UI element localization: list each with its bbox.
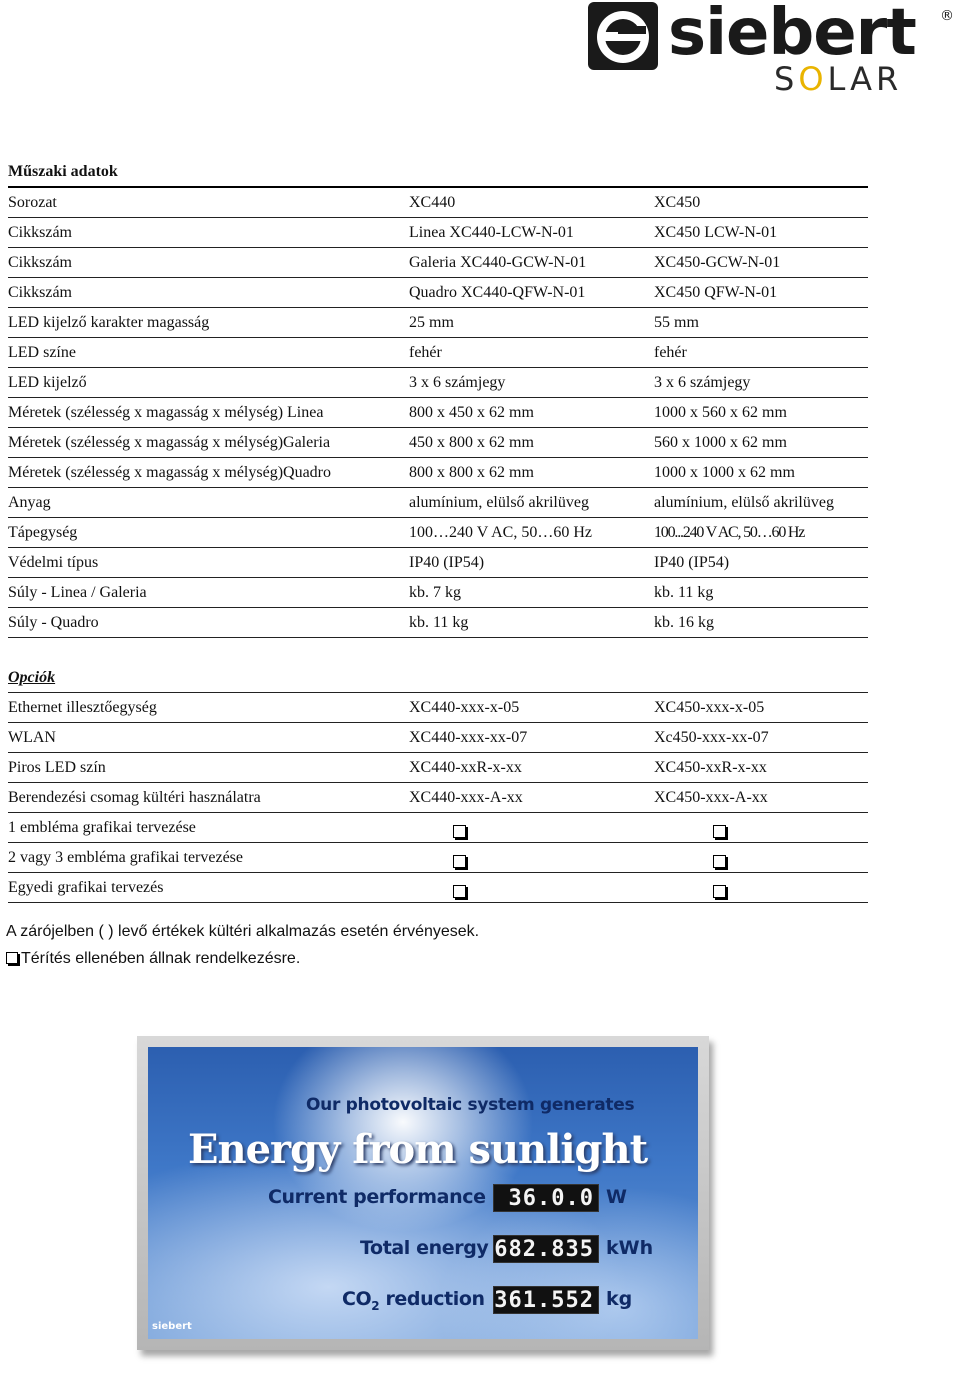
spec-value-xc440: kb. 11 kg: [409, 614, 469, 631]
registered-mark: ®: [940, 8, 954, 24]
option-label: 1 embléma grafikai tervezése: [8, 819, 196, 836]
option-label: Piros LED szín: [8, 759, 106, 776]
spec-value-xc450: kb. 16 kg: [654, 614, 714, 631]
checkbox-icon: [453, 885, 466, 898]
spec-row: [8, 368, 868, 398]
logo-solar-text: SOLAR: [774, 60, 903, 98]
spec-value-xc440: alumínium, elülső akrilüveg: [409, 494, 589, 511]
display-title: Energy from sunlight: [188, 1126, 648, 1173]
spec-value-xc450: 1000 x 560 x 62 mm: [654, 404, 787, 421]
option-code-xc450: Xc450-xxx-xx-07: [654, 729, 769, 746]
checkbox-icon: [453, 825, 466, 838]
led-readout-current: 36.0.0: [493, 1184, 599, 1212]
spec-value-xc440: IP40 (IP54): [409, 554, 485, 571]
spec-value-xc450: XC450: [654, 194, 701, 211]
led-display-photo: [137, 1036, 709, 1350]
spec-value-xc440: Galeria XC440-GCW-N-01: [409, 254, 587, 271]
spec-value-xc450: fehér: [654, 344, 687, 361]
spec-label: Védelmi típus: [8, 554, 99, 571]
spec-label: LED kijelző: [8, 374, 87, 391]
option-row: [8, 783, 868, 813]
option-code-xc440: XC440-xxx-xx-07: [409, 729, 528, 746]
options-heading: Opciók: [8, 669, 56, 686]
option-code-xc440: XC440-xxR-x-xx: [409, 759, 522, 776]
spec-value-xc440: 25 mm: [409, 314, 454, 331]
spec-value-xc450: XC450 LCW-N-01: [654, 224, 778, 241]
option-row: [8, 693, 868, 723]
display-label-total: Total energy: [360, 1237, 489, 1259]
spec-value-xc440: 100…240 V AC, 50…60 Hz: [409, 524, 592, 541]
option-label: Egyedi grafikai tervezés: [8, 879, 164, 896]
checkbox-icon: [453, 855, 466, 868]
led-readout-total: 682.835: [493, 1235, 599, 1263]
spec-row: [8, 608, 868, 638]
spec-row: [8, 518, 868, 548]
spec-label: Súly - Linea / Galeria: [8, 584, 147, 601]
option-checkbox-row: [8, 873, 868, 903]
spec-value-xc440: 800 x 450 x 62 mm: [409, 404, 534, 421]
option-code-xc450: XC450-xxx-A-xx: [654, 789, 768, 806]
spec-value-xc450: kb. 11 kg: [654, 584, 714, 601]
spec-label: Cikkszám: [8, 224, 72, 241]
display-screen: [148, 1047, 698, 1339]
option-row: [8, 753, 868, 783]
led-readout-co2: 361.552: [493, 1286, 599, 1314]
spec-value-xc450: 560 x 1000 x 62 mm: [654, 434, 787, 451]
option-row: [8, 723, 868, 753]
spec-label: LED színe: [8, 344, 76, 361]
footnote-paid: [6, 945, 479, 972]
option-label: Ethernet illesztőegység: [8, 699, 157, 716]
spec-value-xc450: XC450-GCW-N-01: [654, 254, 781, 271]
spec-value-xc450: IP40 (IP54): [654, 554, 730, 571]
specs-heading-row: [8, 157, 868, 188]
spec-label: LED kijelző karakter magasság: [8, 314, 210, 331]
footnotes: [6, 918, 479, 972]
spec-row: [8, 458, 868, 488]
spec-row: [8, 428, 868, 458]
siebert-logo-mark-icon: [588, 2, 658, 70]
siebert-solar-logo: [588, 2, 960, 97]
checkbox-icon: [713, 885, 726, 898]
display-brand: siebert: [152, 1321, 192, 1332]
spec-label: Anyag: [8, 494, 51, 511]
spec-value-xc440: 3 x 6 számjegy: [409, 374, 506, 391]
spec-row: [8, 578, 868, 608]
spec-value-xc450: XC450 QFW-N-01: [654, 284, 778, 301]
option-code-xc440: XC440-xxx-A-xx: [409, 789, 523, 806]
option-code-xc440: XC440-xxx-x-05: [409, 699, 520, 716]
spec-value-xc440: 450 x 800 x 62 mm: [409, 434, 534, 451]
spec-row: [8, 248, 868, 278]
display-subtitle: Our photovoltaic system generates: [306, 1095, 635, 1115]
option-checkbox-row: [8, 813, 868, 843]
unit-co2: kg: [606, 1288, 633, 1310]
footnote-paid-text: Térítés ellenében állnak rendelkezésre.: [21, 950, 301, 967]
spec-value-xc440: kb. 7 kg: [409, 584, 461, 601]
spec-label: Tápegység: [8, 524, 78, 541]
spec-value-xc450: 100...240 V AC, 50…60 Hz: [654, 524, 805, 541]
spec-value-xc450: alumínium, elülső akrilüveg: [654, 494, 834, 511]
options-table: [8, 663, 868, 903]
option-label: 2 vagy 3 embléma grafikai tervezése: [8, 849, 243, 866]
spec-value-xc450: 1000 x 1000 x 62 mm: [654, 464, 795, 481]
display-label-current: Current performance: [268, 1186, 486, 1208]
option-code-xc450: XC450-xxR-x-xx: [654, 759, 767, 776]
spec-label: Méretek (szélesség x magasság x mélység)Galeria: [8, 434, 331, 451]
spec-label: Cikkszám: [8, 254, 72, 271]
spec-row: [8, 488, 868, 518]
checkbox-icon: [713, 855, 726, 868]
spec-label: Cikkszám: [8, 284, 72, 301]
spec-value-xc440: 800 x 800 x 62 mm: [409, 464, 534, 481]
spec-row: [8, 278, 868, 308]
checkbox-icon: [713, 825, 726, 838]
spec-label: Súly - Quadro: [8, 614, 99, 631]
spec-label: Méretek (szélesség x magasság x mélység) Linea: [8, 404, 324, 421]
spec-value-xc440: Quadro XC440-QFW-N-01: [409, 284, 586, 301]
option-label: Berendezési csomag kültéri használatra: [8, 789, 261, 806]
footnote-outdoor: A zárójelben ( ) levő értékek kültéri alkalmazás esetén érvényesek.: [6, 923, 480, 940]
spec-label: Méretek (szélesség x magasság x mélység)Quadro: [8, 464, 331, 481]
spec-value-xc450: 55 mm: [654, 314, 699, 331]
specs-table: [8, 157, 868, 638]
specs-heading: Műszaki adatok: [8, 163, 118, 180]
unit-total: kWh: [606, 1237, 654, 1259]
spec-value-xc440: XC440: [409, 194, 456, 211]
spec-value-xc440: Linea XC440-LCW-N-01: [409, 224, 574, 241]
spec-row: [8, 308, 868, 338]
spec-row: [8, 398, 868, 428]
spec-value-xc450: 3 x 6 számjegy: [654, 374, 751, 391]
spec-row: [8, 548, 868, 578]
spec-row: [8, 218, 868, 248]
spec-label: Sorozat: [8, 194, 57, 211]
options-heading-row: [8, 663, 868, 693]
spec-row: [8, 188, 868, 218]
spec-value-xc440: fehér: [409, 344, 442, 361]
checkbox-icon: [6, 952, 18, 964]
logo-wordmark: siebert: [668, 0, 916, 70]
option-code-xc450: XC450-xxx-x-05: [654, 699, 765, 716]
unit-current: W: [606, 1186, 627, 1208]
display-label-co2: $CO_2$ reduction: [342, 1288, 485, 1313]
option-label: WLAN: [8, 729, 56, 746]
option-checkbox-row: [8, 843, 868, 873]
spec-row: [8, 338, 868, 368]
